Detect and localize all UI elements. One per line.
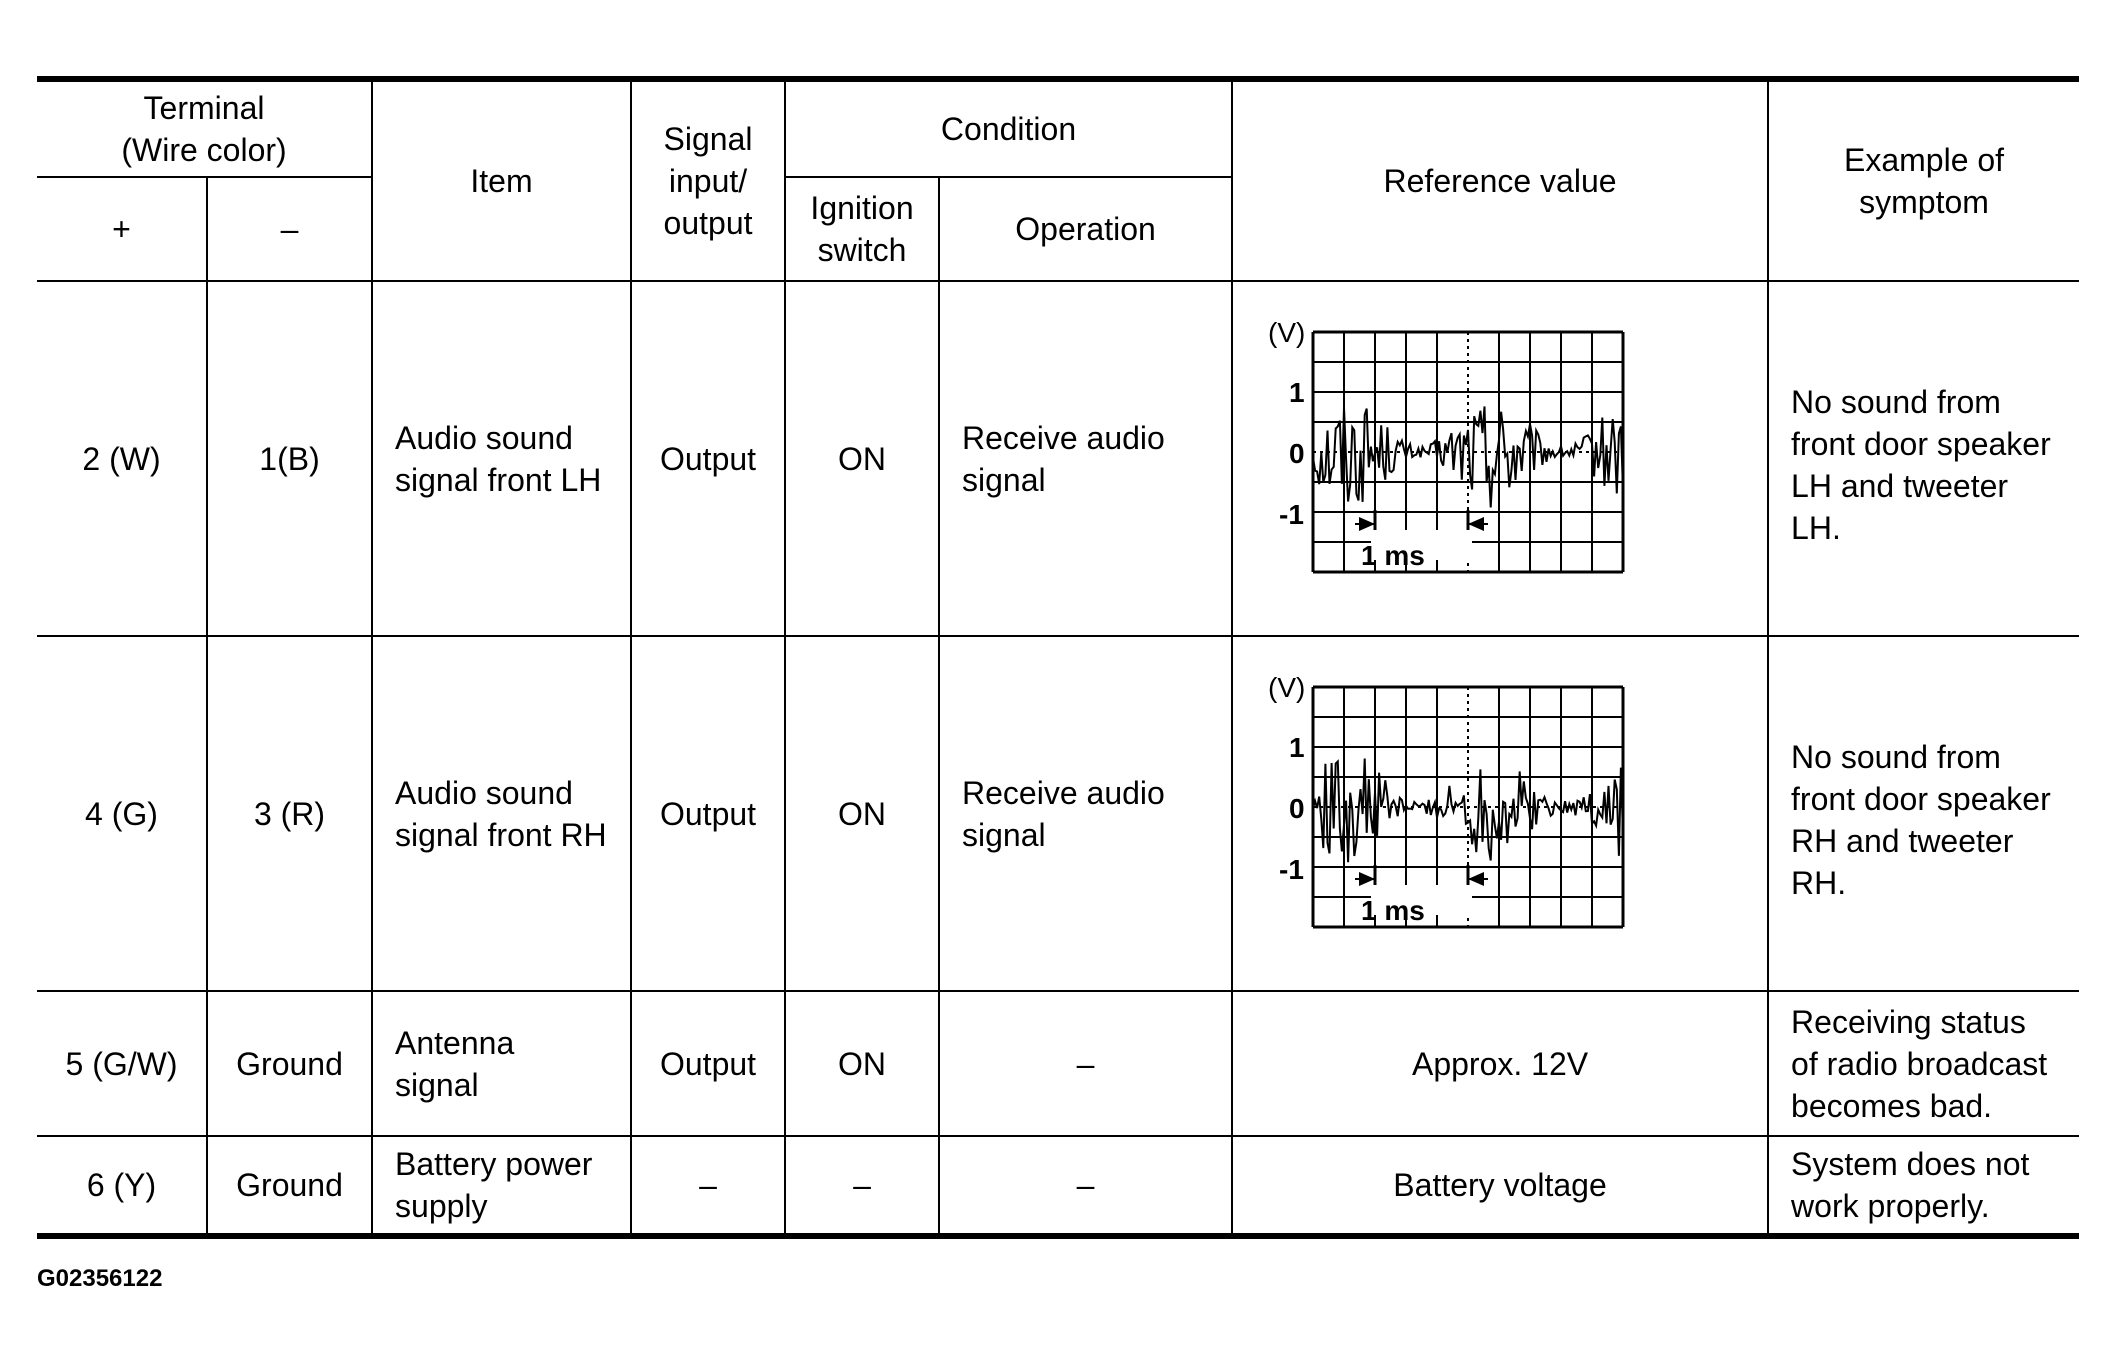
oscilloscope-waveform-lh (1233, 282, 1769, 635)
ignition-cell: – (785, 1136, 939, 1236)
table-row (37, 1136, 2079, 1236)
header-example-symptom: Example of symptom (1768, 79, 2079, 281)
header-item: Item (372, 79, 631, 281)
y-unit-label: (V) (1268, 317, 1306, 348)
waveform-trace (1313, 759, 1623, 863)
item-cell: Audio sound signal front LH (372, 281, 631, 636)
operation-cell: – (939, 1136, 1232, 1236)
operation-cell: Receive audio signal (939, 636, 1232, 991)
terminal-plus: 2 (W) (37, 281, 207, 636)
header-reference-value: Reference value (1232, 79, 1768, 281)
table-row (37, 281, 2079, 636)
symptom-cell: No sound from front door speaker LH and tweeter LH. (1768, 281, 2079, 636)
oscilloscope-figure (1233, 282, 1769, 635)
header-condition: Condition (785, 79, 1232, 177)
header-minus: – (207, 177, 372, 281)
header-ignition-switch: Ignition switch (785, 177, 939, 281)
symptom-cell: System does not work properly. (1768, 1136, 2079, 1236)
header-signal-io: Signal input/ output (631, 79, 785, 281)
table-row (37, 636, 2079, 991)
terminal-minus: Ground (207, 991, 372, 1136)
reference-waveform-cell (1232, 281, 1768, 636)
terminal-plus: 5 (G/W) (37, 991, 207, 1136)
symptom-cell: Receiving status of radio broadcast becomes bad. (1768, 991, 2079, 1136)
signal-io-cell: Output (631, 991, 785, 1136)
reference-value-cell: Battery voltage (1232, 1136, 1768, 1236)
operation-cell: Receive audio signal (939, 281, 1232, 636)
figure-id: G02356122 (37, 1265, 163, 1292)
y-tick-label: -1 (1279, 499, 1304, 530)
y-tick-label: -1 (1279, 854, 1304, 885)
terminal-plus: 6 (Y) (37, 1136, 207, 1236)
ignition-cell: ON (785, 281, 939, 636)
marker-arrow (1468, 872, 1484, 886)
time-scale-label: 1 ms (1361, 895, 1425, 926)
y-unit-label: (V) (1268, 672, 1306, 703)
table-row (37, 991, 2079, 1136)
ignition-cell: ON (785, 991, 939, 1136)
terminal-plus: 4 (G) (37, 636, 207, 991)
reference-value-cell: Approx. 12V (1232, 991, 1768, 1136)
signal-io-cell: Output (631, 636, 785, 991)
marker-arrow (1359, 517, 1375, 531)
y-tick-label: 0 (1289, 438, 1305, 469)
oscilloscope-waveform-rh (1233, 637, 1769, 990)
item-cell: Battery power supply (372, 1136, 631, 1236)
time-scale-label: 1 ms (1361, 540, 1425, 571)
symptom-cell: No sound from front door speaker RH and tweeter RH. (1768, 636, 2079, 991)
terminal-minus: 3 (R) (207, 636, 372, 991)
signal-io-cell: Output (631, 281, 785, 636)
terminal-spec-table (37, 76, 2079, 1239)
terminal-minus: 1(B) (207, 281, 372, 636)
signal-io-cell: – (631, 1136, 785, 1236)
operation-cell: – (939, 991, 1232, 1136)
header-terminal: Terminal (Wire color) (37, 79, 372, 177)
marker-arrow (1468, 517, 1484, 531)
ignition-cell: ON (785, 636, 939, 991)
terminal-minus: Ground (207, 1136, 372, 1236)
y-tick-label: 1 (1289, 732, 1305, 763)
y-tick-label: 1 (1289, 377, 1305, 408)
header-operation: Operation (939, 177, 1232, 281)
header-plus: + (37, 177, 207, 281)
item-cell: Antenna signal (372, 991, 631, 1136)
reference-waveform-cell (1232, 636, 1768, 991)
oscilloscope-figure (1233, 637, 1769, 990)
marker-arrow (1359, 872, 1375, 886)
y-tick-label: 0 (1289, 793, 1305, 824)
item-cell: Audio sound signal front RH (372, 636, 631, 991)
